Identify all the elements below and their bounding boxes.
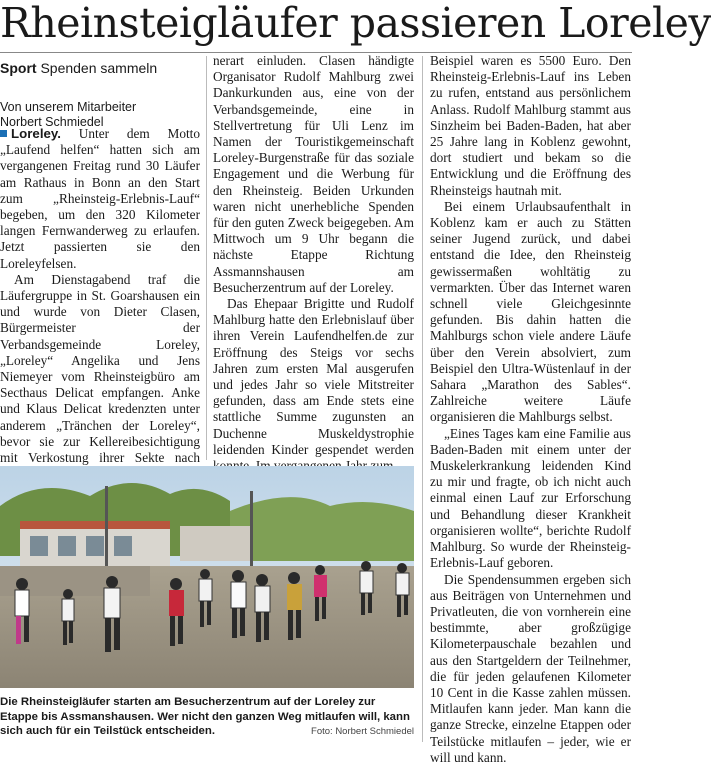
- paragraph-text: Unter dem Motto „Laufend helfen“ hatten sich am vergangenen Freitag rund 30 Läufer am Rathaus in Bonn an den Start zum „Rheinsteig-Erlebnis-Lauf“ begeben, um den 320 Kilometer langen Fernwanderweg zu erlaufen. Jetzt passierten sie den Loreleyfelsen.: [0, 126, 201, 271]
- photo-caption: [0, 695, 414, 740]
- kicker-title: Spenden sammeln: [40, 60, 158, 76]
- kicker: [0, 60, 157, 76]
- paragraph: Die Spendensummen ergeben sich aus Beiträgen von Unternehmen und Privatleuten, die von vornherein eine bestimmte, aber großzügige Kilometerpauschale bezahlen und aus den Startgeldern der Teilnehmer, die für jeden gelaufenen Kilometer 10 Cent in die Kasse zahlen müssen. Mitlaufen kann jeder. Man kann die ganze Strecke, einzelne Etappen oder Teilstücke mitlaufen – jeder, wie er will und kann.: [430, 571, 631, 765]
- paragraph: Am Dienstagabend traf die Läufergruppe in St. Goarshausen ein und wurde von Dieter Clasen, Bürgermeister der Verbandsgemeinde Loreley, „Loreley“ Angelika und Jens Niemeyer vom Rheinsteigbüro am Secthaus Delicat empfangen. Anke und Klaus Delicat kredenzten unter anderem „Tränchen der Loreley“, bevor sie zur Kellereibesichtigung mit Verkostung ihrer Sekte nach: [0, 271, 200, 466]
- square-bullet-icon: [0, 130, 7, 137]
- runners-photo: [0, 466, 414, 688]
- article-column-1: [0, 126, 200, 482]
- runners-photo-illustration: [0, 466, 414, 688]
- paragraph: Beispiel waren es 5500 Euro. Den Rheinsteig-Erlebnis-Lauf ins Leben zu rufen, entstand aus persönlichem Anlass. Rudolf Mahlburg stammt aus Sinzheim bei Baden-Baden, hat aber 25 Jahre lang in Koblenz gewohnt, dort studiert und bekam so die Entwicklung und die Eröffnung des Rheinsteigs hautnah mit.: [430, 53, 631, 198]
- paragraph: „Eines Tages kam eine Familie aus Baden-Baden mit einem unter der Muskelerkrankung leidenden Kind zu mir und fragte, ob ich nicht auch einmal einen Lauf zur Erforschung und Behandlung dieser Krankheit organisieren wollte“, berichte Rudolf Mahlburg. So wurde der Rheinsteig-Erlebnis-Lauf geboren.: [430, 425, 631, 571]
- paragraph: [0, 126, 200, 272]
- byline-line-1: Von unserem Mitarbeiter: [0, 100, 137, 114]
- article-column-2: [213, 53, 414, 474]
- caption-text: Die Rheinsteigläufer starten am Besucherzentrum auf der Loreley zur Etappe bis Assmanshausen. Wer nicht den ganzen Weg mitlaufen will, kann sich auch für ein Teilstück entscheiden.: [0, 696, 410, 738]
- paragraph: Bei einem Urlaubsaufenthalt in Koblenz kam er auch zu Stätten seiner Jugend zurück, und dabei entstand die Idee, den Rheinsteig gewissermaßen wohltätig zu vermarkten. Über das Internet waren schnell viele Gleichgesinnte gefunden. Bis dahin hatten die Mahlburgs schon viele andere Läufe über den Verein absolviert, zum Beispiel den Ultra-Wüstenlauf in der Sahara „Marathon des Sables“. Zahlreiche weitere Läufe organisieren die Mahlburgs selbst.: [430, 198, 631, 425]
- photo-credit: Foto: Norbert Schmiedel: [311, 726, 414, 738]
- paragraph: nerart einluden. Clasen händigte Organisator Rudolf Mahlburg zwei Dankurkunden aus, eine von der Verbandsgemeinde, eine in Stellvertretung für Uli Lenz im Namen der Touristikgemeinschaft Loreley-Burgenstraße für das soziale Engagement und die Werbung für den Rheinsteig. Beiden Urkunden waren nicht unerhebliche Spenden für den guten Zweck beigegeben. Am Mittwoch um 9 Uhr begann die nächste Etappe Richtung Assmannshausen am Besucherzentrum auf der Loreley.: [213, 53, 414, 295]
- paragraph: Das Ehepaar Brigitte und Rudolf Mahlburg hatte den Erlebnislauf über ihren Verein Laufendhelfen.de zur Eröffnung des Steigs vor sechs Jahren zum ersten Mal ausgerufen und jedes Jahr so viele Mitstreiter gefunden, dass am Ende stets eine stattliche Summe zugunsten an Duchenne Muskeldystrophie leidenden Kinder gespendet werden: [213, 296, 414, 457]
- dateline: Loreley.: [11, 126, 62, 141]
- kicker-section: Sport: [0, 60, 37, 76]
- byline-line-2: Norbert Schmiedel: [0, 115, 104, 129]
- column-divider: [422, 56, 423, 742]
- article-column-3: [430, 53, 631, 766]
- headline: Rheinsteigläufer passieren Loreley: [0, 0, 711, 47]
- column-divider: [206, 56, 207, 460]
